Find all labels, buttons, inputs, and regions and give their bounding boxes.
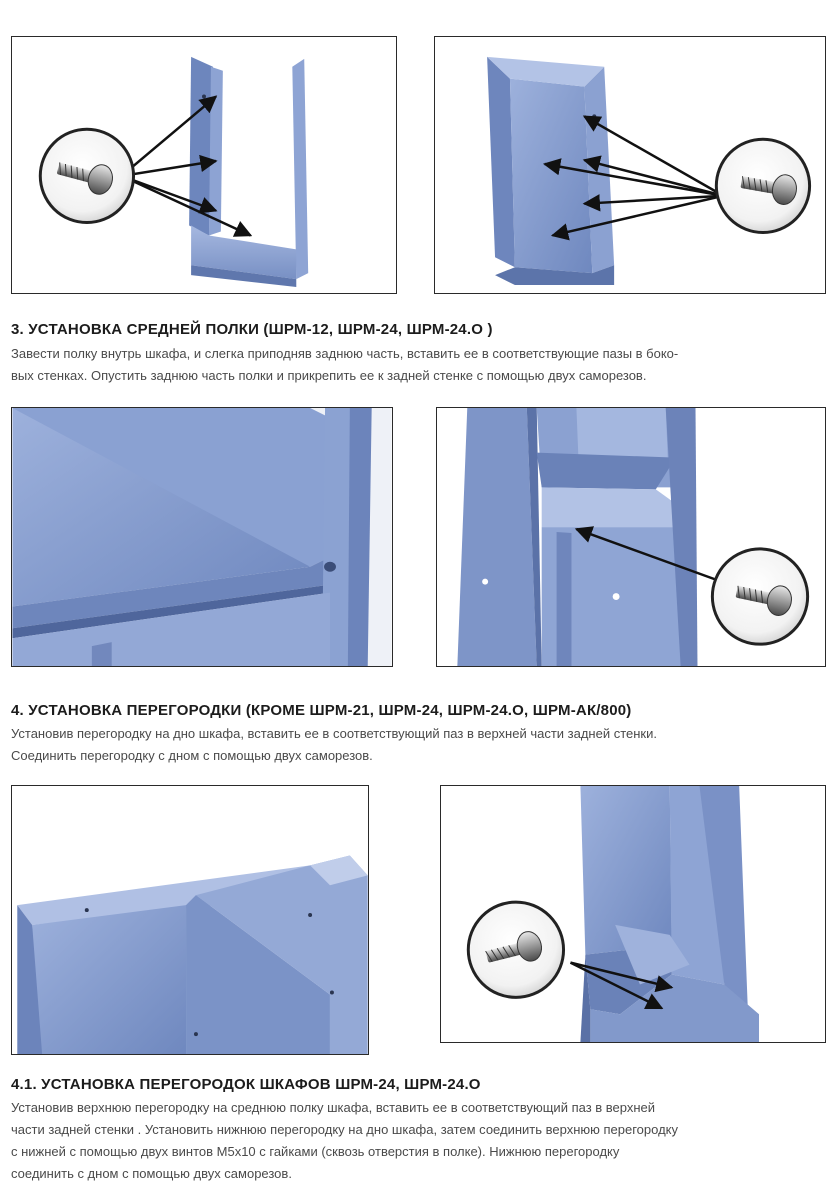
text-line: Соединить перегородку с дном с помощью двух саморезов. [11,748,373,763]
side-panel-screws-right-figure [434,36,826,294]
section-3-text [11,343,678,387]
section-4-text [11,723,657,767]
text-line: с нижней с помощью двух винтов М5х10 с гайками (сквозь отверстия в полке). Нижнюю перегородку [11,1144,620,1159]
section-4-heading: 4. УСТАНОВКА ПЕРЕГОРОДКИ (КРОМЕ ШРМ-21, ШРМ-24, ШРМ-24.О, ШРМ-АК/800) [11,702,632,719]
section-3-heading: 3. УСТАНОВКА СРЕДНЕЙ ПОЛКИ (ШРМ-12, ШРМ-24, ШРМ-24.О ) [11,321,493,338]
partition-closeup-figure [11,785,369,1055]
shelf-attach-screw-figure [436,407,826,667]
partition-bottom-screw-figure [440,785,826,1043]
text-line: Завести полку внутрь шкафа, и слегка приподняв заднюю часть, вставить ее в соответствующие пазы в боко- [11,346,679,361]
text-line: Установив перегородку на дно шкафа, вставить ее в соответствующий паз в верхней части задней стенки. [11,726,657,741]
shelf-closeup-figure [11,407,393,667]
section-4-1-text [11,1097,678,1185]
text-line: части задней стенки . Установить нижнюю перегородку на дно шкафа, затем соединить верхнюю перегородку [11,1122,679,1137]
text-line: соединить с дном с помощью двух саморезов. [11,1166,292,1181]
text-line: Установив верхнюю перегородку на среднюю полку шкафа, вставить ее в соответствующий паз в верхней [11,1100,656,1115]
text-line: вых стенках. Опустить заднюю часть полки и прикрепить ее к задней стенке с помощью двух саморезов. [11,368,647,383]
side-panel-screws-left-figure [11,36,397,294]
section-4-1-heading: 4.1. УСТАНОВКА ПЕРЕГОРОДОК ШКАФОВ ШРМ-24, ШРМ-24.О [11,1076,481,1093]
